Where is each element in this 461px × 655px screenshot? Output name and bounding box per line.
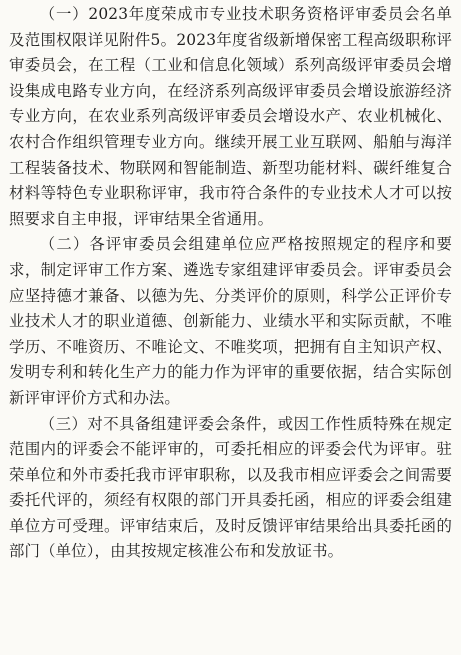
paragraph-1: （一）2023年度荣成市专业技术职务资格评审委员会名单及范围权限详见附件5。2023年度省级新增保密工程高级职称评审委员会，在工程（工业和信息化领域）系列高级评审委员会增设集成电路专业方向，在经济系列高级评审委员会增设旅游经济专业方向，在农业系列高级评审委员会增设水产、农业机械化、农村合作组织管理专业方向。继续开展工业互联网、船舶与海洋工程装备技术、物联网和智能制造、新型功能材料、碳纤维复合材料等特色专业职称评审，我市符合条件的专业技术人才可以按照要求自主申报，评审结果全省通用。 (9, 5, 452, 228)
paragraph-3: （三）对不具备组建评委会条件，或因工作性质特殊在规定范围内的评委会不能评审的，可委托相应的评委会代为评审。驻荣单位和外市委托我市评审职称，以及我市相应评委会之间需要委托代评的，须经有权限的部门开具委托函，相应的评委会组建单位方可受理。评审结束后，及时反馈评审结果给出具委托函的部门（单位），由其按规定核准公布和发放证书。 (9, 414, 452, 561)
paragraph-2: （二）各评审委员会组建单位应严格按照规定的程序和要求，制定评审工作方案、遴选专家组建评审委员会。评审委员会应坚持德才兼备、以德为先、分类评价的原则，科学公正评价专业技术人才的职业道德、创新能力、业绩水平和实际贡献，不唯学历、不唯资历、不唯论文、不唯奖项，把拥有自主知识产权、发明专利和转化生产力的能力作为评审的重要依据，结合实际创新评审评价方式和办法。 (9, 235, 452, 407)
